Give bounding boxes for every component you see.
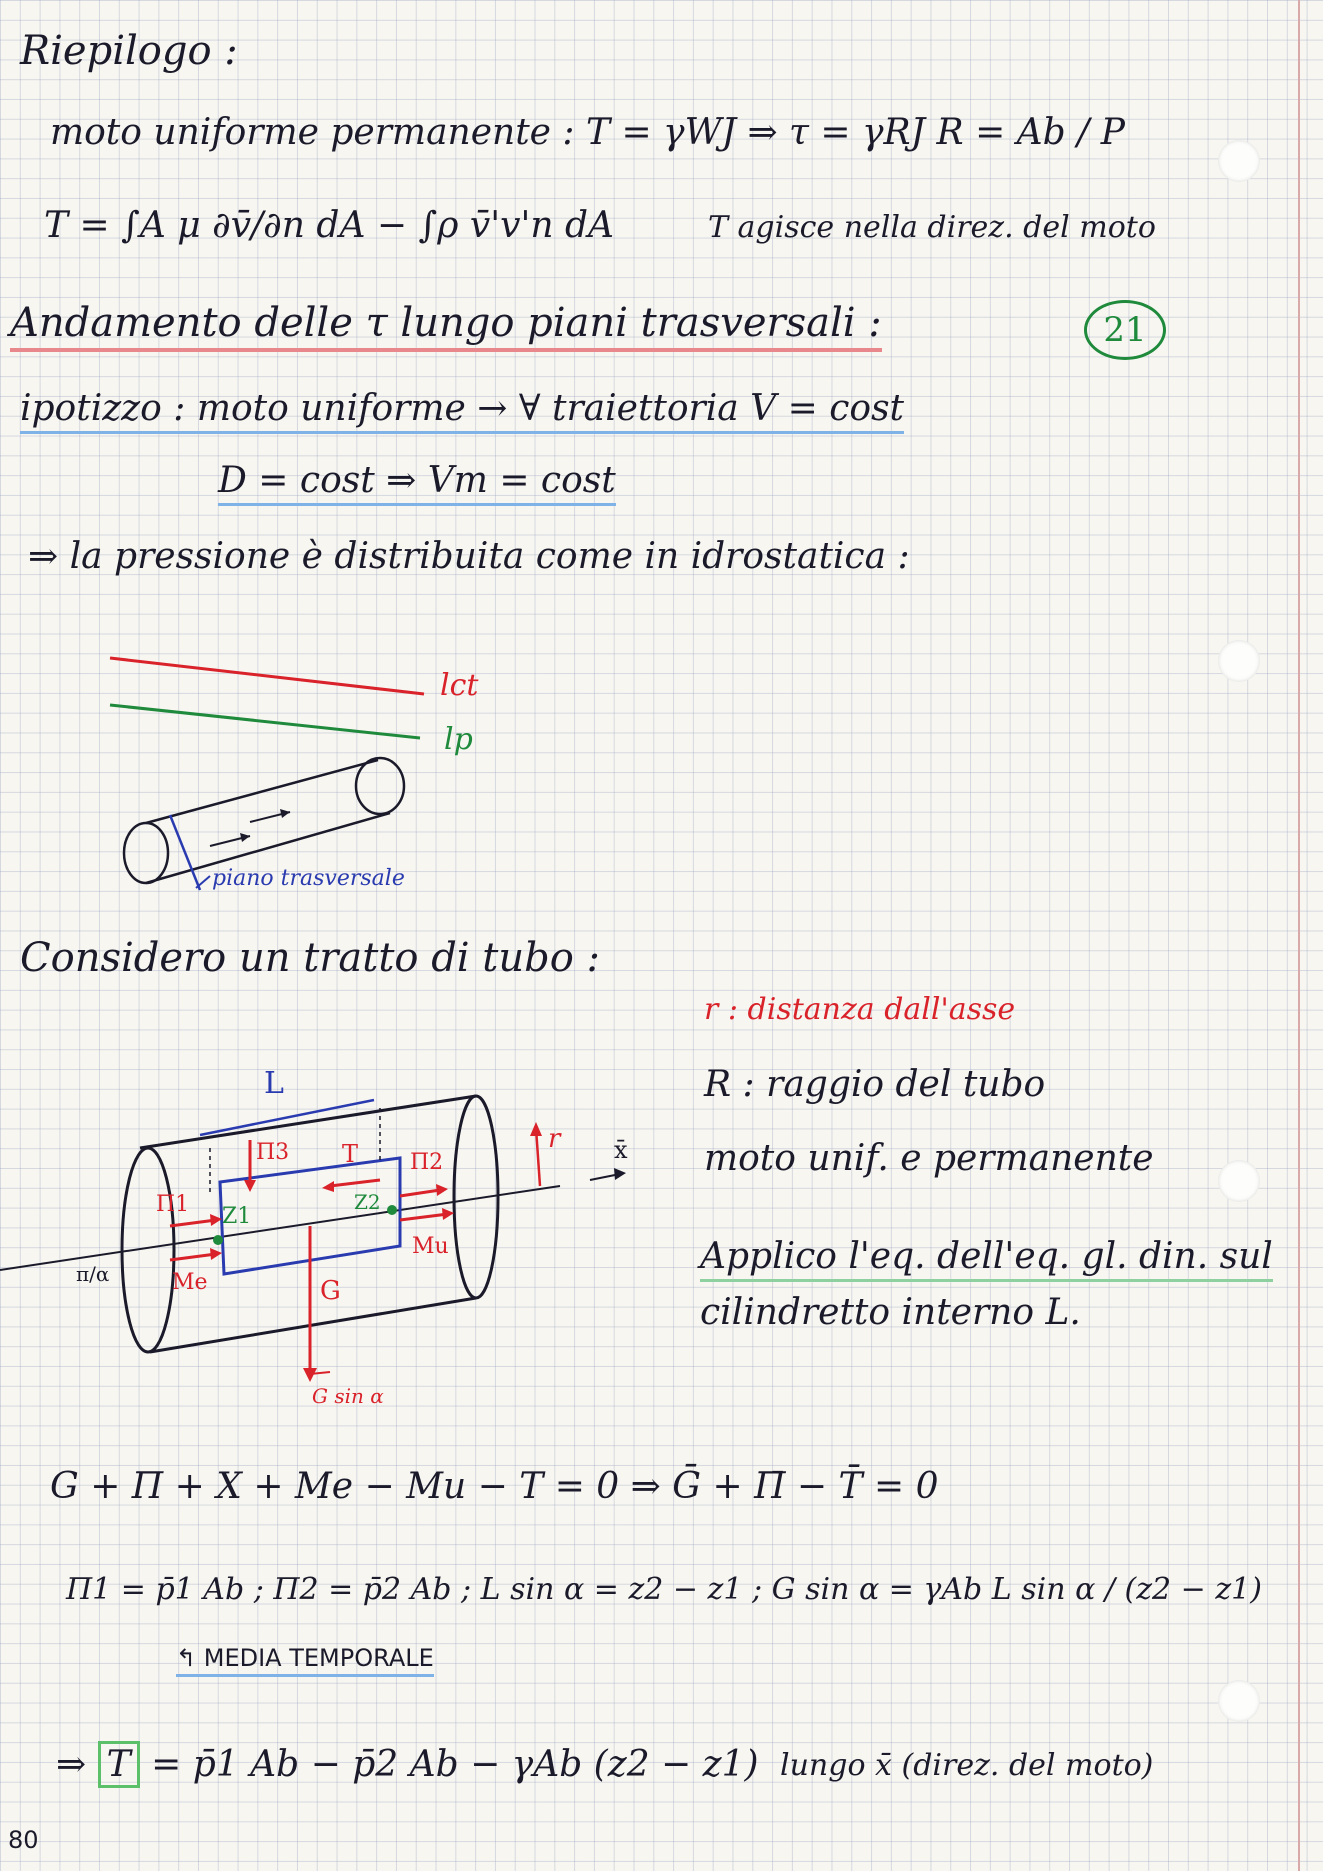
pressure-statement: ⇒ la pressione è distribuita come in idrostatica : [28,536,910,577]
tube-heading: Considero un tratto di tubo : [20,935,601,981]
equation-2: Π1 = p̄1 Ab ; Π2 = p̄2 Ab ; L sin α = z2 − z1 ; G sin α = γAb L sin α / (z2 − z1) [66,1572,1262,1607]
label-z2: Z2 [354,1190,381,1214]
definition-R: R : raggio del tubo [704,1064,1046,1105]
apply-line-1: Applico l'eq. dell'eq. gl. din. sul [700,1236,1273,1282]
apply-line-2: cilindretto interno L. [700,1292,1081,1333]
label-lct: lct [440,668,479,703]
label-x: x̄ [614,1136,628,1164]
label-Me: Me [172,1270,208,1295]
tube-axis [0,1186,560,1270]
label-T: T [342,1140,359,1168]
section-heading: Andamento delle τ lungo piani trasversali : [10,300,882,352]
hypothesis-line-1: ipotizzo : moto uniforme → ∀ traiettoria V = cost [20,388,904,434]
label-alpha: π/α [76,1262,110,1286]
point-z1 [213,1235,223,1245]
summary-line-2-note: T agisce nella direz. del moto [708,210,1156,245]
label-pi3: Π3 [256,1140,290,1165]
equation-3-note: lungo x̄ (direz. del moto) [780,1748,1154,1783]
summary-line-2: T = ∫A μ ∂v̄/∂n dA − ∫ρ v̄'v'n dA [44,205,615,246]
equation-1: G + Π + X + Me − Mu − T = 0 ⇒ Ḡ + Π̄ − T̄ = 0 [50,1466,939,1507]
point-z2 [387,1205,397,1215]
label-Mu: Mu [412,1234,449,1259]
page-badge: 21 [1084,300,1166,360]
label-L: L [264,1066,284,1101]
label-z1: Z1 [222,1204,252,1229]
length-arrow [200,1100,374,1135]
label-lp: lp [444,722,473,757]
label-pi1: Π1 [156,1192,190,1217]
label-transverse-plane: piano trasversale [212,866,405,891]
hypothesis-line-2: D = cost ⇒ Vm = cost [218,460,616,506]
equation-3-arrow: ⇒ [56,1744,87,1785]
label-G: G [320,1276,341,1306]
summary-line-1: moto uniforme permanente : T = γWJ ⇒ τ = γRJ R = Ab / P [50,112,1125,153]
label-pi2: Π2 [410,1150,444,1175]
definition-moto: moto unif. e permanente [704,1138,1154,1179]
equation-3-boxed: T [98,1741,140,1788]
label-r: r [548,1124,561,1154]
equation-3: = p̄1 Ab − p̄2 Ab − γAb (z2 − z1) [151,1744,759,1785]
time-average-note: ↰ MEDIA TEMPORALE [176,1644,434,1677]
summary-heading: Riepilogo : [20,28,238,74]
page-number: 80 [8,1826,39,1854]
definition-r: r : distanza dall'asse [704,992,1016,1027]
label-Gsin: G sin α [312,1384,384,1408]
